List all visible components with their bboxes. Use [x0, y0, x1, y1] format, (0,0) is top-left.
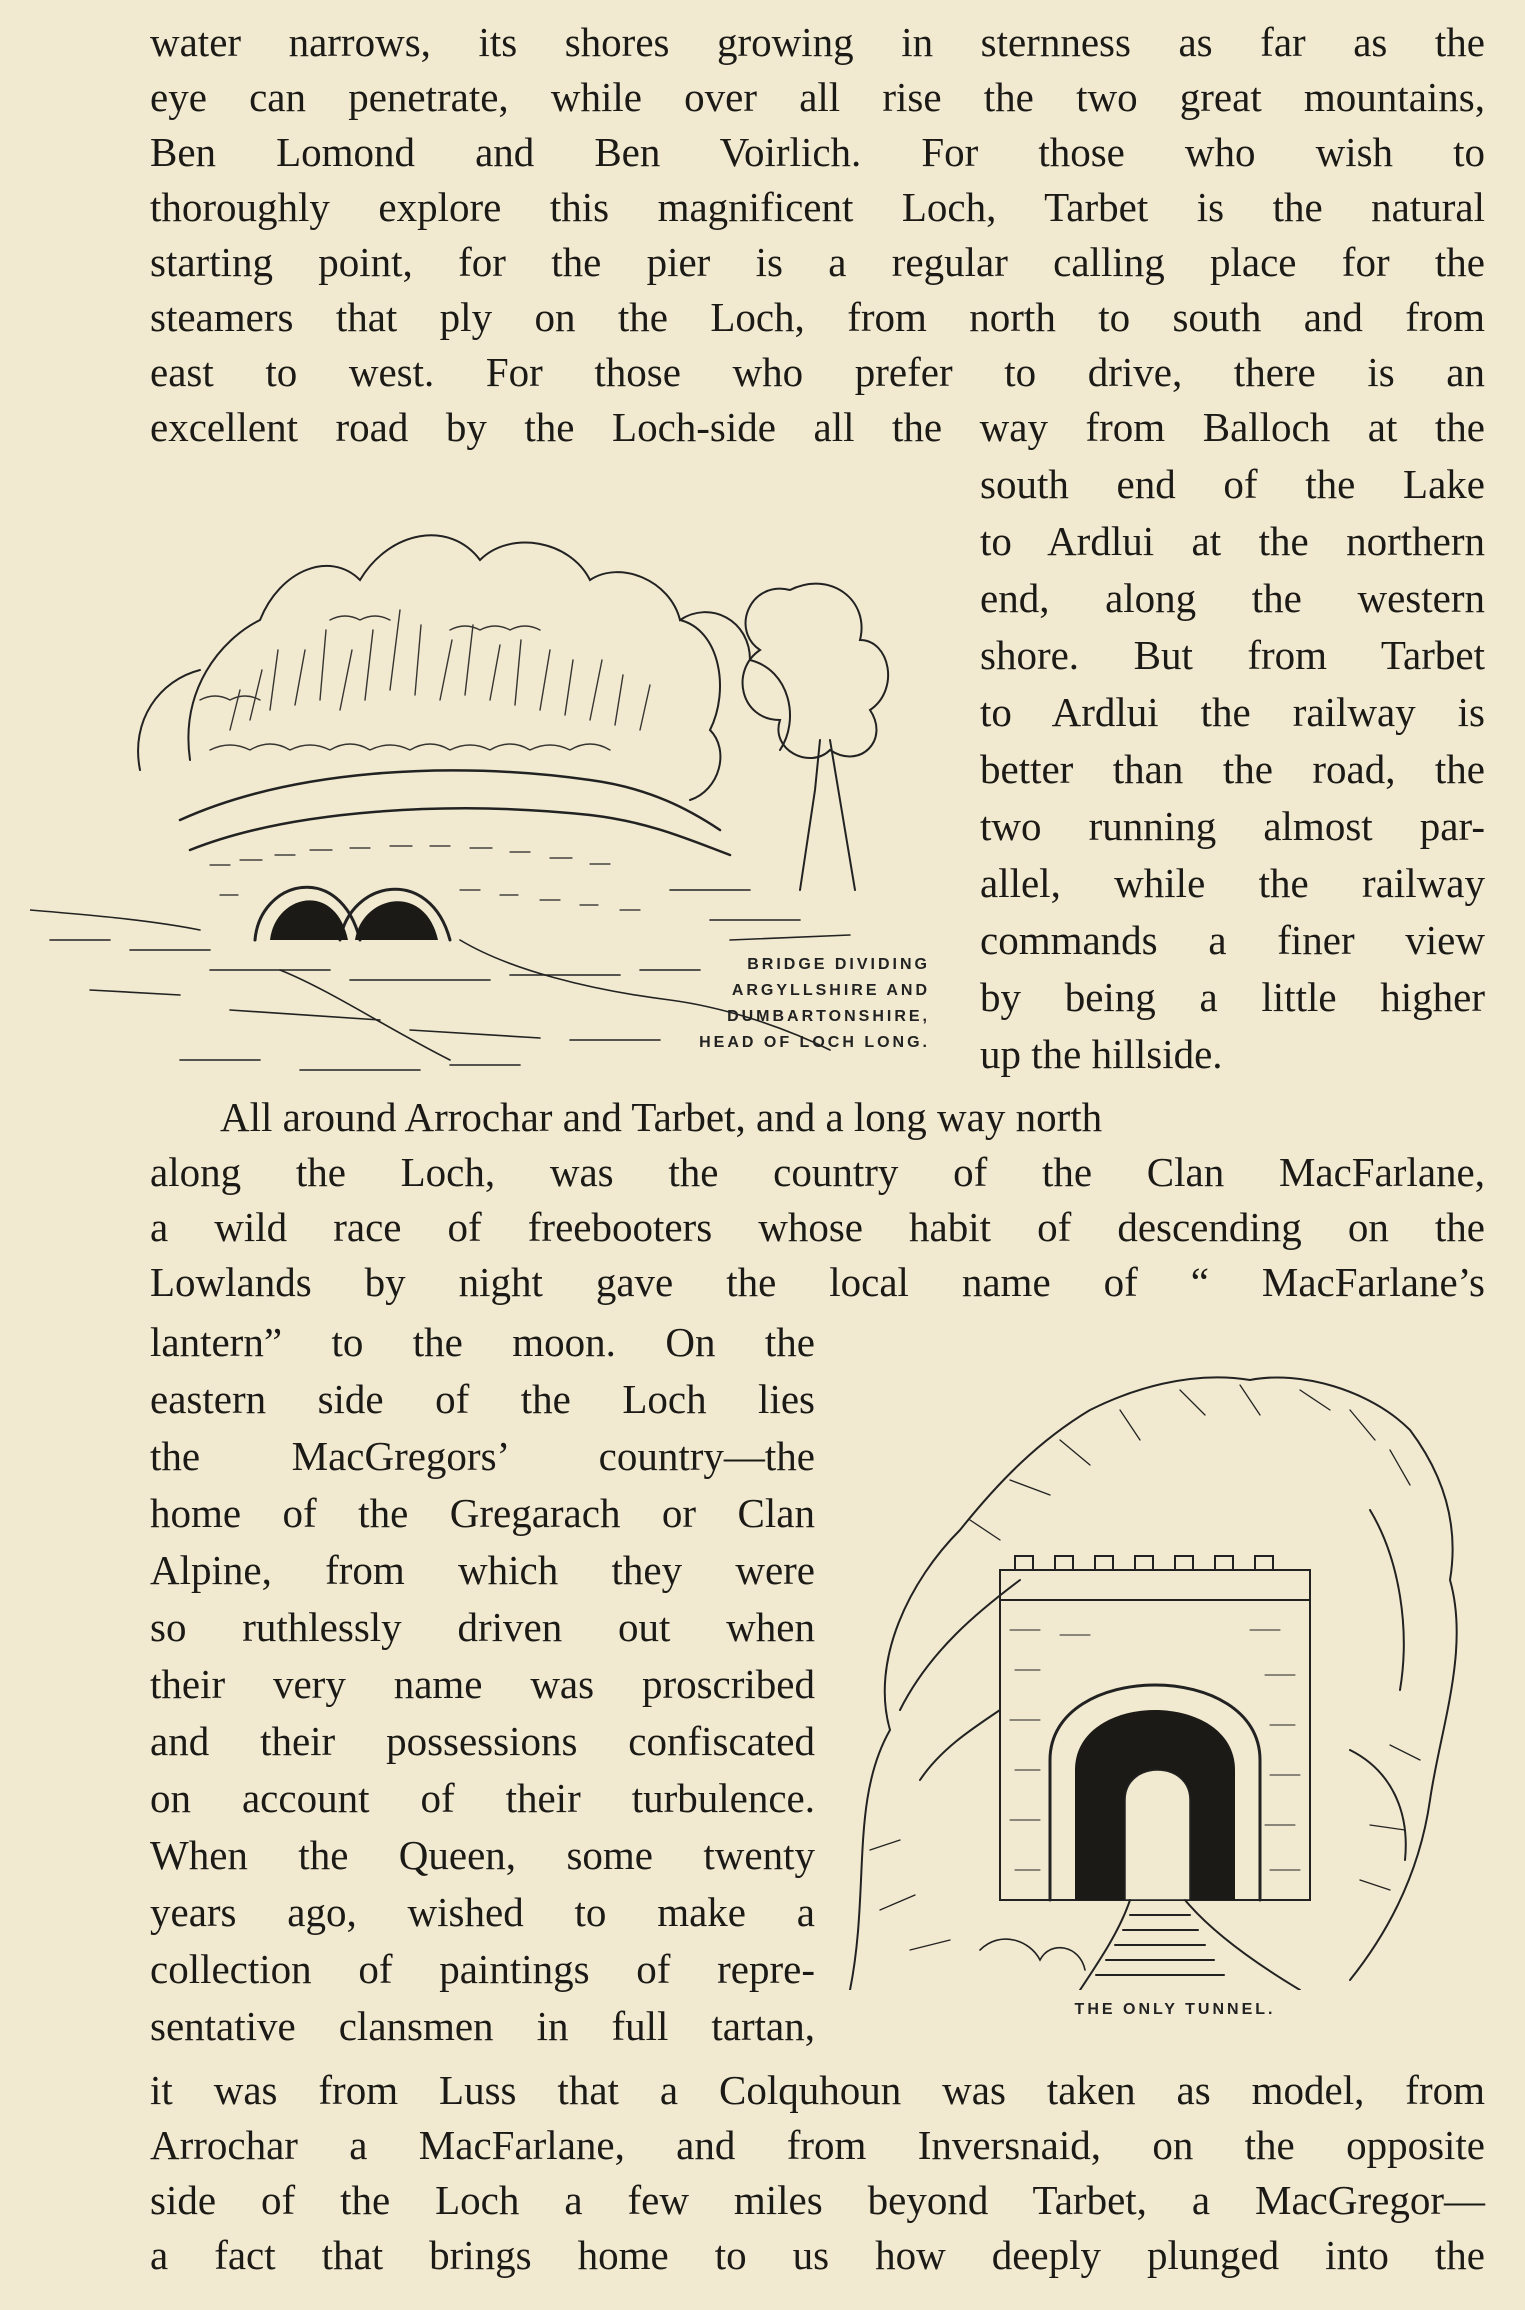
body-line: eye can penetrate, while over all rise the two great mountains, [150, 74, 1485, 120]
body-line: to Ardlui the railway is [980, 689, 1485, 735]
body-line: up the hillside. [980, 1031, 1223, 1077]
body-line: eastern side of the Loch lies [150, 1376, 815, 1422]
body-line: a wild race of freebooters whose habit of descending on the [150, 1204, 1485, 1250]
body-line: steamers that ply on the Loch, from north to south and from [150, 294, 1485, 340]
body-line: so ruthlessly driven out when [150, 1604, 815, 1650]
body-line: along the Loch, was the country of the Clan MacFarlane, [150, 1149, 1485, 1195]
bridge-caption-line: HEAD OF LOCH LONG. [699, 1034, 930, 1051]
body-line: collection of paintings of repre- [150, 1946, 815, 1992]
body-line: home of the Gregarach or Clan [150, 1490, 815, 1536]
bridge-caption-line: BRIDGE DIVIDING [747, 956, 930, 973]
body-line: excellent road by the Loch-side all the way from Balloch at the [150, 404, 1485, 450]
body-line: allel, while the railway [980, 860, 1485, 906]
body-line: Arrochar a MacFarlane, and from Inversnaid, on the opposite [150, 2122, 1485, 2168]
body-line: and their possessions confiscated [150, 1718, 815, 1764]
body-line: water narrows, its shores growing in sternness as far as the [150, 19, 1485, 65]
body-line: shore. But from Tarbet [980, 632, 1485, 678]
body-line: years ago, wished to make a [150, 1889, 815, 1935]
bridge-caption [640, 952, 930, 1056]
body-line: Ben Lomond and Ben Voirlich. For those who wish to [150, 129, 1485, 175]
body-line: All around Arrochar and Tarbet, and a long way north [220, 1094, 1103, 1140]
body-line: sentative clansmen in full tartan, [150, 2003, 815, 2049]
body-line: When the Queen, some twenty [150, 1832, 815, 1878]
body-line: thoroughly explore this magnificent Loch, Tarbet is the natural [150, 184, 1485, 230]
body-line: it was from Luss that a Colquhoun was taken as model, from [150, 2067, 1485, 2113]
body-line: on account of their turbulence. [150, 1775, 815, 1821]
bridge-caption-line: DUMBARTONSHIRE, [727, 1008, 930, 1025]
body-line: the MacGregors’ country—the [150, 1433, 815, 1479]
tunnel-illustration [830, 1330, 1470, 1990]
body-line: Lowlands by night gave the local name of “ MacFarlane’s [150, 1259, 1485, 1305]
body-line: east to west. For those who prefer to drive, there is an [150, 349, 1485, 395]
body-line: starting point, for the pier is a regular calling place for the [150, 239, 1485, 285]
body-line: a fact that brings home to us how deeply plunged into the [150, 2232, 1485, 2278]
body-line: to Ardlui at the northern [980, 518, 1485, 564]
bridge-caption-line: ARGYLLSHIRE AND [731, 982, 930, 999]
tunnel-caption: THE ONLY TUNNEL. [1074, 2001, 1276, 2018]
body-line: their very name was proscribed [150, 1661, 815, 1707]
body-line: by being a little higher [980, 974, 1485, 1020]
body-line: lantern” to the moon. On the [150, 1319, 815, 1365]
body-line: two running almost par- [980, 803, 1485, 849]
body-line: side of the Loch a few miles beyond Tarbet, a MacGregor— [150, 2177, 1485, 2223]
body-line: better than the road, the [980, 746, 1485, 792]
body-line: end, along the western [980, 575, 1485, 621]
body-line: Alpine, from which they were [150, 1547, 815, 1593]
body-line: south end of the Lake [980, 461, 1485, 507]
body-line: commands a finer view [980, 917, 1485, 963]
